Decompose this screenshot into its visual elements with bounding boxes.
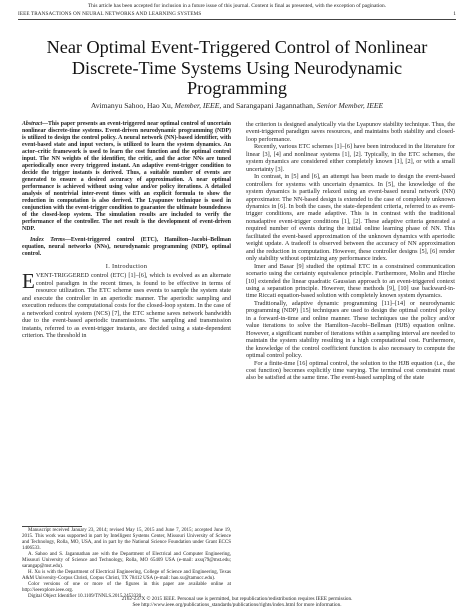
acceptance-notice: This article has been accepted for inclusion in a future issue of this journal. Content is final as presented, with the exception of pagination. [87, 3, 387, 9]
author-role-2: Senior Member, IEEE [316, 101, 384, 110]
body-paragraph: For a finite-time [16] optimal control, the solution to the HJB equation (i.e., the cost function) becomes explicitly time varying. The terminal cost constraint must also be satisfied at the same time. The event-based sampling of the state [246, 359, 455, 382]
index-terms-text: —Event-triggered control (ETC), Hamilton–Jacobi–Bellman equation, neural networks (NNs), neurodynamic programming (NDP), optimal control. [22, 237, 231, 257]
journal-name: IEEE TRANSACTIONS ON NEURAL NETWORKS AND LEARNING SYSTEMS [18, 11, 202, 17]
footnote-color-versions: Color versions of one or more of the figures in this paper are available online at http://ieeexplore.ieee.org. [22, 582, 231, 593]
footnotes [22, 528, 231, 600]
footnote-affiliation-1: A. Sahoo and S. Jagannathan are with the Department of Electrical and Computer Engineering, Missouri University of Science and Technology, Rolla, MO 65409 USA (e-mail: axsq79@mst.edu; sarangap@mst.edu). [22, 552, 231, 569]
body-paragraph: Traditionally, adaptive dynamic programming [11]–[14] or neurodynamic programming (NDP) [15] techniques are used to design the optimal control policy in a forward-in-time and online manner. These techniques use the policy and/or value iterations to solve the Hamilton–Jacobi–Bellman (HJB) equation online. However, a significant number of iterations within a sampling interval are needed to maintain the system stability resulting in a high computational cost. Furthermore, the knowledge of the control coefficient function is also necessary to compute the optimal control policy. [246, 299, 455, 360]
copyright-line: 2162-237X © 2015 IEEE. Personal use is permitted, but republication/redistribution requires IEEE permission. [121, 596, 353, 602]
left-column [22, 121, 231, 340]
abstract-text: —This paper presents an event-triggered near optimal control of uncertain nonlinear discrete-time systems. Event-driven neurodynamic programming (NDP) is utilized to design the control policy. A neural network (NN)-based identifier, with event-based state and input vectors, is utilized to learn the system dynamics. An actor–critic framework is used to learn the cost function and the optimal control input. The NN weights of the identifier, the critic, and the actor NNs are tuned aperiodically once every triggered instant. An adaptive event-trigger condition to decide the trigger instants is derived. Thus, a suitable number of events are generated to ensure a desired accuracy of approximation. A near optimal performance is achieved without using value and/or policy iterations. A detailed analysis of nontrivial inter-event times with an explicit formula to show the reduction in computation is also derived. The Lyapunov technique is used in conjunction with the event-trigger condition to guarantee the ultimate boundedness of the closed-loop system. The simulation results are included to verify the performance of the controller. The net result is the development of event-driven NDP. [22, 121, 231, 232]
copyright-footer [18, 596, 456, 608]
section-heading-introduction: I. Introduction [105, 263, 148, 270]
rights-link-line: See http://www.ieee.org/publications_standards/publications/rights/index.html for more information. [132, 602, 342, 609]
author-names-1: Avimanyu Sahoo, Hao Xu, [90, 101, 175, 110]
author-role-1: Member, IEEE [174, 101, 220, 110]
footnote-rule [22, 526, 82, 527]
paper-title: Near Optimal Event-Triggered Control of Nonlinear Discrete-Time Systems Using Neurodynamic Programming [46, 37, 428, 98]
author-line [30, 101, 444, 110]
right-column [246, 121, 455, 382]
index-terms [22, 237, 231, 258]
page-number: 1 [453, 11, 456, 17]
header-rule [18, 19, 456, 20]
drop-cap: E [22, 269, 35, 294]
abstract-label: Abstract [22, 121, 43, 127]
intro-text: VENT-TRIGGERED control (ETC) [1]–[6], which is evolved as an alternate control paradigm in the recent times, is found to be effective in terms of resource utilization. The ETC scheme uses events to sample the system state and execute the controller in an aperiodic manner. The aperiodic sampling and execution reduces the computational costs for the closed-loop system. In the case of a networked control system (NCS) [7], the ETC scheme saves network bandwidth due to the event-based aperiodic transmissions. The sampling and transmission instants, referred to as event-trigger instants, are decided using a state-dependent criterion. The threshold in [22, 272, 231, 340]
body-paragraph: Recently, various ETC schemes [1]–[6] have been introduced in the literature for linear [3], [4] and nonlinear systems [1], [2]. Typically, in the ETC schemes, the system dynamics are considered either completely known [1], [2], or with a small uncertainty [3]. [246, 143, 455, 173]
index-terms-label: Index Terms [30, 237, 66, 243]
abstract [22, 121, 231, 233]
footnote-manuscript: Manuscript received January 23, 2014; revised May 15, 2015 and June 7, 2015; accepted June 19, 2015. This work was supported in part by Intelligent Systems Center, Missouri University of Science and Technology, Rolla, MO, USA, and in part by the National Science Foundation under Grant ECCS 1406533. [22, 528, 231, 551]
footnote-affiliation-2: H. Xu is with the Department of Electrical Engineering, College of Science and Engineering, Texas A&M University-Corpus Christi, Corpus Christi, TX 78412 USA (e-mail: hao.xu@tamucc.edu). [22, 570, 231, 581]
author-names-2: , and Sarangapani Jagannathan, [219, 101, 317, 110]
footnote-doi: Digital Object Identifier 10.1109/TNNLS.2015.2453320 [28, 594, 142, 599]
body-paragraph: the criterion is designed analytically via the Lyapunov stability technique. Thus, the event-triggered paradigm saves resources, and maintains both stability and closed-loop performance. [246, 121, 455, 143]
intro-paragraph [22, 269, 231, 340]
body-paragraph: In contrast, in [5] and [6], an attempt has been made to design the event-based controllers for systems with uncertain dynamics. In [5], the knowledge of the system dynamics is partially relaxed using an event-based neural network (NN) approximator. The NN-based design is extended to the case of completely unknown dynamics in [6]. In both the cases, the state-dependent criteria, referred to as event-trigger conditions, are made adaptive. This is in contrast with the traditional nonadaptive event-trigger conditions [1], [2]. These adaptive criteria generated a required number of events during the initial online learning phase of NN. This facilitated the event-based approximation of the unknown dynamics with aperiodic weight update. A tradeoff is observed between the accuracy of NN approximation and the reduction in computation. However, these controller designs [5], [6] render only stability without optimizing any performance index. [246, 173, 455, 263]
body-paragraph: Imer and Basar [9] studied the optimal ETC in a constrained communication scenario using the certainty equivalence principle. Furthermore, Molin and Hirche [10] extended the linear quadratic Gaussian approach to an event-triggered context using a separation principle. However, these methods [9], [10] use backward-in-time Riccati equation-based solution with completely known system dynamics. [246, 262, 455, 300]
